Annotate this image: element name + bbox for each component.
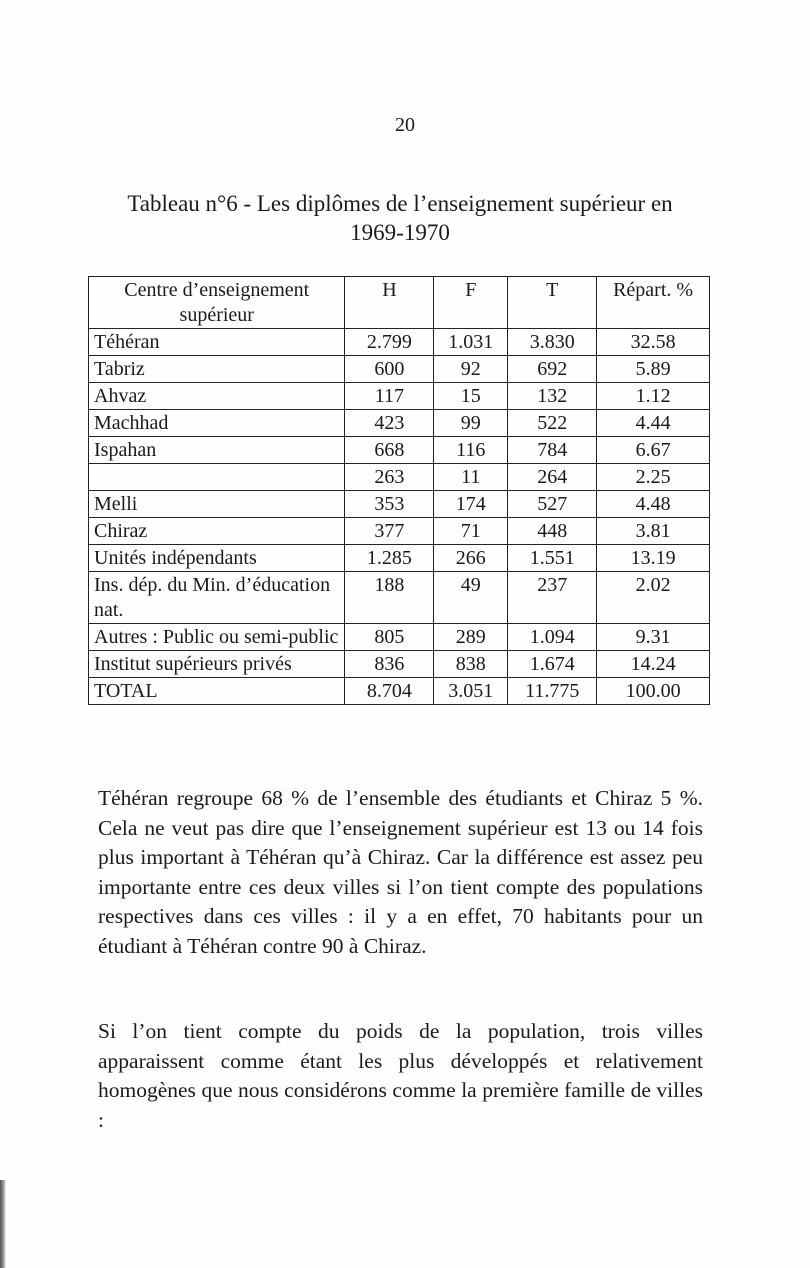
cell-t: 237 xyxy=(508,572,597,624)
table-row xyxy=(89,383,710,410)
table-row xyxy=(89,678,710,705)
table-row xyxy=(89,651,710,678)
cell-repart: 14.24 xyxy=(597,651,710,678)
cell-f: 15 xyxy=(434,383,508,410)
table-row xyxy=(89,437,710,464)
paragraph-1: Téhéran regroupe 68 % de l’ensemble des étudiants et Chiraz 5 %. Cela ne veut pas dire que l’enseignement supérieur est 13 ou 14 fois plus important à Téhéran qu’à Chiraz. Car la différence est assez peu importante entre ces deux villes si l’on tient compte des populations respectives dans ces villes : il y a en effet, 70 habitants pour un étudiant à Téhéran contre 90 à Chiraz. xyxy=(98,786,703,958)
table-row xyxy=(89,464,710,491)
cell-centre: Tabriz xyxy=(89,356,345,383)
cell-t: 3.830 xyxy=(508,329,597,356)
cell-h: 2.799 xyxy=(345,329,434,356)
cell-repart: 2.02 xyxy=(597,572,710,624)
cell-f: 289 xyxy=(434,624,508,651)
cell-repart: 4.44 xyxy=(597,410,710,437)
cell-t: 784 xyxy=(508,437,597,464)
cell-h: 117 xyxy=(345,383,434,410)
cell-h: 8.704 xyxy=(345,678,434,705)
table-row xyxy=(89,518,710,545)
header-f: F xyxy=(434,277,508,329)
cell-repart: 1.12 xyxy=(597,383,710,410)
cell-f: 99 xyxy=(434,410,508,437)
paragraph-2: Si l’on tient compte du poids de la population, trois villes apparaissent comme étant les plus développés et relativement homogènes que nous considérons comme la première famille de villes : xyxy=(98,1019,703,1132)
cell-f: 49 xyxy=(434,572,508,624)
table-row xyxy=(89,572,710,624)
caption-line-1: Tableau n°6 - Les diplômes de l’enseignement supérieur en xyxy=(127,191,673,216)
cell-f: 11 xyxy=(434,464,508,491)
cell-repart: 3.81 xyxy=(597,518,710,545)
table-row xyxy=(89,491,710,518)
cell-h: 263 xyxy=(345,464,434,491)
table-header-row xyxy=(89,277,710,329)
cell-centre: Unités indépendants xyxy=(89,545,345,572)
cell-t: 1.551 xyxy=(508,545,597,572)
header-h: H xyxy=(345,277,434,329)
caption-line-2: 1969-1970 xyxy=(350,220,450,245)
cell-centre: Chiraz xyxy=(89,518,345,545)
cell-t: 522 xyxy=(508,410,597,437)
cell-repart: 5.89 xyxy=(597,356,710,383)
table-caption xyxy=(90,189,710,247)
cell-centre: Melli xyxy=(89,491,345,518)
cell-repart: 9.31 xyxy=(597,624,710,651)
cell-h: 805 xyxy=(345,624,434,651)
cell-f: 92 xyxy=(434,356,508,383)
cell-h: 1.285 xyxy=(345,545,434,572)
cell-centre: Ahvaz xyxy=(89,383,345,410)
table-body xyxy=(89,329,710,705)
table-row xyxy=(89,329,710,356)
cell-repart: 6.67 xyxy=(597,437,710,464)
cell-centre xyxy=(89,464,345,491)
cell-centre: Autres : Public ou semi-public xyxy=(89,624,345,651)
cell-f: 71 xyxy=(434,518,508,545)
cell-centre: Institut supérieurs privés xyxy=(89,651,345,678)
cell-t: 1.094 xyxy=(508,624,597,651)
cell-centre: TOTAL xyxy=(89,678,345,705)
cell-t: 1.674 xyxy=(508,651,597,678)
cell-f: 116 xyxy=(434,437,508,464)
cell-repart: 13.19 xyxy=(597,545,710,572)
cell-t: 692 xyxy=(508,356,597,383)
table-row xyxy=(89,624,710,651)
cell-h: 600 xyxy=(345,356,434,383)
cell-t: 264 xyxy=(508,464,597,491)
table-row xyxy=(89,356,710,383)
cell-h: 836 xyxy=(345,651,434,678)
page-number: 20 xyxy=(395,114,415,136)
header-t: T xyxy=(508,277,597,329)
cell-h: 668 xyxy=(345,437,434,464)
cell-repart: 2.25 xyxy=(597,464,710,491)
scan-page-edge xyxy=(0,1180,6,1268)
cell-h: 188 xyxy=(345,572,434,624)
cell-h: 377 xyxy=(345,518,434,545)
cell-centre: Ispahan xyxy=(89,437,345,464)
cell-t: 448 xyxy=(508,518,597,545)
cell-centre: Ins. dép. du Min. d’éducation nat. xyxy=(89,572,345,624)
cell-t: 132 xyxy=(508,383,597,410)
cell-f: 1.031 xyxy=(434,329,508,356)
cell-repart: 32.58 xyxy=(597,329,710,356)
cell-repart: 100.00 xyxy=(597,678,710,705)
cell-t: 527 xyxy=(508,491,597,518)
table-row xyxy=(89,410,710,437)
cell-centre: Téhéran xyxy=(89,329,345,356)
cell-centre: Machhad xyxy=(89,410,345,437)
header-repart: Répart. % xyxy=(597,277,710,329)
cell-f: 838 xyxy=(434,651,508,678)
cell-f: 174 xyxy=(434,491,508,518)
header-centre: Centre d’enseignement supérieur xyxy=(89,277,345,329)
cell-h: 353 xyxy=(345,491,434,518)
cell-f: 266 xyxy=(434,545,508,572)
table-row xyxy=(89,545,710,572)
diplomas-table xyxy=(88,276,710,705)
cell-repart: 4.48 xyxy=(597,491,710,518)
cell-h: 423 xyxy=(345,410,434,437)
cell-t: 11.775 xyxy=(508,678,597,705)
cell-f: 3.051 xyxy=(434,678,508,705)
